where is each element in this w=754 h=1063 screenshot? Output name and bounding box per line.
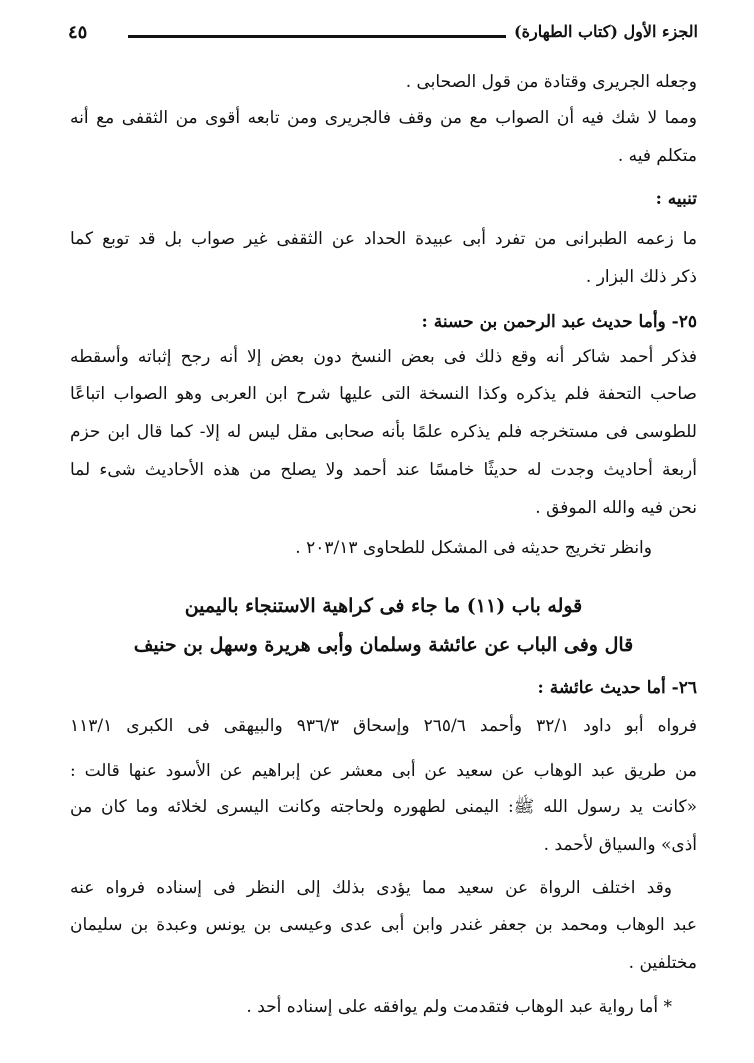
note-heading: تنبيه : bbox=[655, 189, 697, 209]
text-line: ما زعمه الطبرانى من تفرد أبى عبيدة الحداد عن الثقفى غير صواب بل قد توبع كما bbox=[70, 229, 697, 249]
text-line: ومما لا شك فيه أن الصواب مع من وقف فالجريرى ومن تابعه أقوى من الثقفى مع أنه bbox=[70, 108, 697, 128]
text-line: وانظر تخريج حديثه فى المشكل للطحاوى ٢٠٣/١٣ . bbox=[295, 538, 652, 558]
page-header bbox=[68, 22, 698, 52]
text-line: أربعة أحاديث وجدت له حديثًا خامسًا عند أحمد ولا يصلح من هذه الأحاديث شىء لما bbox=[70, 460, 697, 480]
text-line: من طريق عبد الوهاب عن سعيد عن أبى معشر عن إبراهيم عن الأسود عنها قالت : bbox=[70, 761, 697, 781]
text-line: للطوسى فى مستخرجه فلم يذكره علمًا بأنه صحابى مقل ليس له إلا- كما قال ابن حزم bbox=[70, 422, 697, 442]
running-title: الجزء الأول (كتاب الطهارة) bbox=[514, 22, 698, 41]
text-line: وجعله الجريرى وقتادة من قول الصحابى . bbox=[405, 72, 697, 92]
text-line: صاحب التحفة فلم يذكره وكذا النسخة التى عليها شرح ابن العربى وهو الصواب اتباعًا bbox=[70, 384, 697, 404]
chapter-subheading: قال وفى الباب عن عائشة وسلمان وأبى هريرة وسهل بن حنيف bbox=[133, 634, 634, 656]
section-heading: ٢٥- وأما حديث عبد الرحمن بن حسنة : bbox=[421, 312, 697, 332]
text-line: أذى» والسياق لأحمد . bbox=[543, 835, 697, 855]
text-line: «كانت يد رسول الله ﷺ: اليمنى لطهوره ولحاجته وكانت اليسرى لخلائه وما كان من bbox=[70, 797, 697, 817]
text-line: فذكر أحمد شاكر أنه وقع ذلك فى بعض النسخ دون بعض إلا أنه رجح إثباته وأسقطه bbox=[70, 347, 697, 367]
text-line: نحن فيه والله الموفق . bbox=[535, 498, 697, 518]
header-rule bbox=[128, 35, 506, 38]
page-number: ٤٥ bbox=[68, 22, 88, 43]
section-heading: ٢٦- أما حديث عائشة : bbox=[537, 678, 697, 698]
text-line: ذكر ذلك البزار . bbox=[585, 267, 697, 287]
text-line: عبد الوهاب ومحمد بن جعفر غندر وابن أبى عدى وعيسى بن يونس وعبدة بن سليمان bbox=[70, 915, 697, 935]
text-line: وقد اختلف الرواة عن سعيد مما يؤدى بذلك إلى النظر فى إسناده فرواه عنه bbox=[70, 878, 672, 898]
text-line: * أما رواية عبد الوهاب فتقدمت ولم يوافقه على إسناده أحد . bbox=[246, 997, 672, 1017]
chapter-heading: قوله باب (١١) ما جاء فى كراهية الاستنجاء باليمين bbox=[184, 595, 583, 617]
text-line: مختلفين . bbox=[628, 953, 697, 973]
text-line: متكلم فيه . bbox=[617, 146, 697, 166]
text-line: فرواه أبو داود ٣٢/١ وأحمد ٢٦٥/٦ وإسحاق ٩٣٦/٣ والبيهقى فى الكبرى ١١٣/١ bbox=[70, 716, 697, 736]
